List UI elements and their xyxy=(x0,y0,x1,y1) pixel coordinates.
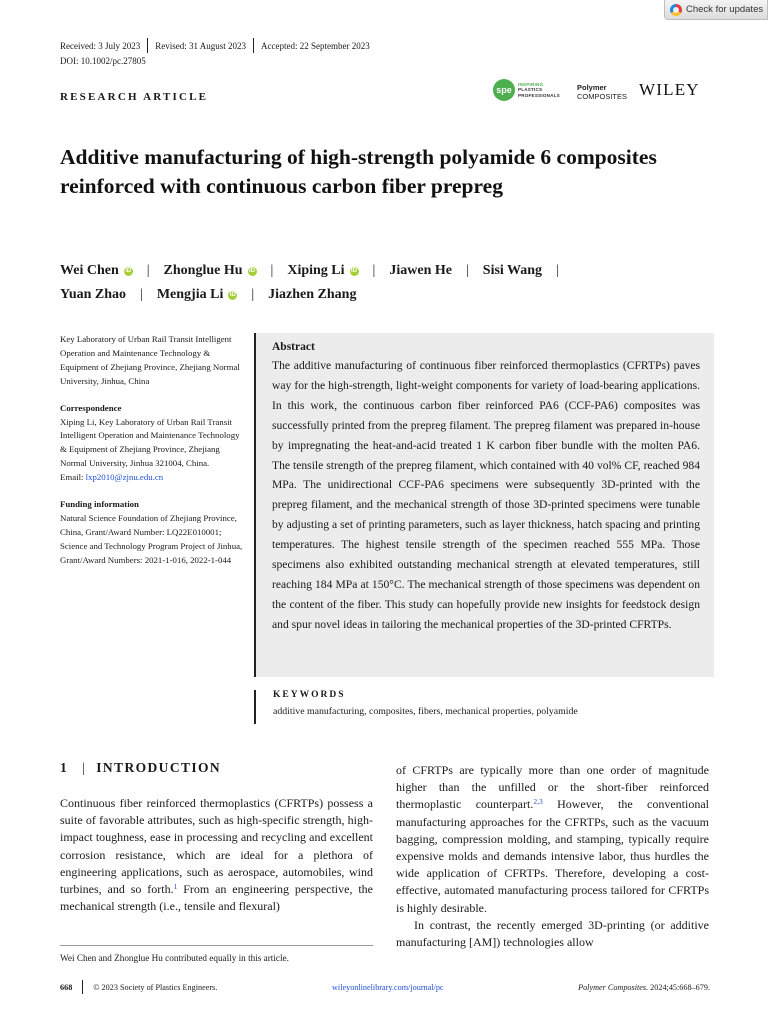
keywords-heading: KEYWORDS xyxy=(273,690,346,700)
body-column-left xyxy=(60,795,373,915)
author-separator: | xyxy=(372,263,376,278)
spe-tagline xyxy=(518,82,560,98)
section-heading xyxy=(60,760,221,776)
author-name: Wei Chen xyxy=(60,263,119,278)
spe-logo-icon: spe xyxy=(493,79,515,101)
orcid-icon[interactable]: iD xyxy=(125,267,132,274)
abstract-box xyxy=(254,333,714,677)
author-separator: | xyxy=(465,263,469,278)
author-separator: | xyxy=(556,263,559,278)
section-number: 1 xyxy=(60,760,69,775)
abstract-heading: Abstract xyxy=(272,341,315,353)
article-info-sidebar xyxy=(60,333,246,581)
footnote-divider xyxy=(60,945,373,946)
funding-text: Natural Science Foundation of Zhejiang Province, China, Grant/Award Number: LQ22E010001; Science and Technology Program Project of Jinhua, Grant/Award Numbers: 2021-1-016, 2022-1-044 xyxy=(60,512,243,565)
journal-logo-line: COMPOSITES xyxy=(577,92,628,101)
volume-pages: 2024;45:668–679. xyxy=(648,982,710,992)
paragraph: In contrast, the recently emerged 3D-printing (or additive manufacturing [AM]) technologies allow xyxy=(396,917,709,950)
spe-tagline-line: PROFESSIONALS xyxy=(518,92,560,98)
author[interactable] xyxy=(60,259,133,283)
affiliation: Key Laboratory of Urban Rail Transit Intelligent Operation and Maintenance Technology & Equipment of Zhejiang Province, Zhejiang Normal University, Jinhua, China xyxy=(60,334,240,386)
author-name: Sisi Wang xyxy=(482,263,543,278)
article-type: RESEARCH ARTICLE xyxy=(60,91,209,103)
check-for-updates-button[interactable] xyxy=(664,0,768,20)
journal-logo-line: Polymer xyxy=(577,83,607,92)
email-label: Email: xyxy=(60,472,86,483)
orcid-icon[interactable]: iD xyxy=(351,267,358,274)
paragraph xyxy=(396,762,709,917)
page-number: 668 xyxy=(60,982,73,992)
author[interactable] xyxy=(483,259,542,283)
received-date: Received: 3 July 2023 xyxy=(60,40,141,51)
correspondence-address: Xiping Li, Key Laboratory of Urban Rail Transit Intelligent Operation and Maintenance Technology & Equipment of Zhejiang Province, Zhejiang Normal University, Jinhua 321004, China. xyxy=(60,416,240,469)
author-name: Jiawen He xyxy=(389,263,452,278)
author-separator: | xyxy=(251,287,255,302)
crossmark-icon xyxy=(670,4,682,16)
article-title: Additive manufacturing of high-strength polyamide 6 composites reinforced with continuous carbon fiber prepreg xyxy=(60,145,657,198)
author-separator: | xyxy=(270,263,274,278)
copyright: © 2023 Society of Plastics Engineers. xyxy=(93,982,218,992)
wiley-logo: WILEY xyxy=(639,80,700,99)
spe-tagline-line: INSPIRING xyxy=(518,82,544,87)
paragraph-text: However, the conventional manufacturing approaches for the CFRTPs, such as the vacuum bagging, compression molding, and stamping, typically require expensive molds and demands intensive labor, thus hurdles the wide application of CFRTPs. Therefore, developing a cost-effective, automated manufacturing process tailored for CFRTPs is highly desirable. xyxy=(396,797,710,915)
author-name: Mengjia Li xyxy=(156,287,224,302)
accepted-date: Accepted: 22 September 2023 xyxy=(261,40,370,51)
reference-link[interactable]: 2,3 xyxy=(533,797,543,807)
section-divider: | xyxy=(82,760,87,775)
journal-url-link[interactable]: wileyonlinelibrary.com/journal/pc xyxy=(332,982,444,992)
paragraph-text: Continuous fiber reinforced thermoplastics (CFRTPs) possess a suite of favorable attributes, such as high-specific strength, high-impact toughness, ease in processing and recycling and excellent corrosion resistance, which are ideal for a plethora of engineering applications, such as aerospace, automobiles, wind turbines, and so forth. xyxy=(60,796,373,897)
paragraph-text: of CFRTPs are typically more than one order of magnitude higher than the unfilled or the short-fiber reinforced thermoplastic counterpart. xyxy=(396,763,709,812)
reference-link[interactable]: 1 xyxy=(173,882,178,892)
email-link[interactable]: lxp2010@zjnu.edu.cn xyxy=(85,472,164,483)
history-dates xyxy=(60,38,370,53)
author[interactable] xyxy=(157,283,238,307)
publisher-logos xyxy=(493,78,713,104)
author-name: Xiping Li xyxy=(287,263,345,278)
abstract-text: The additive manufacturing of continuous fiber reinforced thermoplastics (CFRTPs) paves way for the high-strength, light-weight components for variety of load-bearing applications. In this work, the continuous carbon fiber reinforced PA6 (CCF-PA6) composites was successfully printed from the prepreg filament. The prepreg filament was prepared in-house by impregnating the heat-and-acid treated 1 K carbon fiber bundle with the molten PA6. The tensile strength of the prepreg filament, which contained with 40 vol% CF, reached 984 MPa. The unidirectional CCF-PA6 specimens were subsequently 3D-printed with the prepreg filament, and the mechanical strength of those 3D-printed specimens were tunable by adjusting a set of printing parameters, such as layer thickness, hatch spacing and printing temperatures. The highest tensile strength of the specimen reached 555 MPa. Those specimens also exhibited outstanding mechanical strength at elevated temperatures, still reaching 184 MPa at 150°C. The mechanical strength of those specimens was dependent on the content of the fiber. This study can hopefully provide new insights for feedstock design and spur novel ideas in tailoring the mechanical properties of the 3D-printed CFRTPs. xyxy=(272,359,700,631)
footer-divider xyxy=(82,980,83,994)
date-divider xyxy=(147,38,148,53)
author[interactable] xyxy=(389,259,452,283)
check-updates-label: Check for updates xyxy=(686,4,764,15)
journal-name: Polymer Composites. xyxy=(578,982,649,992)
spe-tagline-line: PLASTICS xyxy=(518,87,543,93)
author[interactable] xyxy=(60,283,126,307)
citation xyxy=(578,983,710,992)
orcid-icon[interactable]: iD xyxy=(249,267,256,274)
funding-heading: Funding information xyxy=(60,499,139,510)
body-column-right xyxy=(396,762,709,951)
author-separator: | xyxy=(140,287,143,302)
journal-logo xyxy=(577,83,627,101)
page-footer xyxy=(60,981,710,993)
date-divider xyxy=(253,38,254,53)
doi: DOI: 10.1002/pc.27805 xyxy=(60,56,146,66)
correspondence-text xyxy=(60,416,246,486)
author-list xyxy=(60,259,720,307)
author-separator: | xyxy=(146,263,150,278)
section-title: INTRODUCTION xyxy=(96,760,222,775)
author[interactable] xyxy=(268,283,356,307)
keywords-box xyxy=(254,690,714,724)
correspondence-heading: Correspondence xyxy=(60,402,122,413)
orcid-icon[interactable]: iD xyxy=(229,291,236,298)
author[interactable] xyxy=(287,259,358,283)
author-name: Yuan Zhao xyxy=(60,287,127,302)
author-line xyxy=(60,283,720,307)
author[interactable] xyxy=(164,259,257,283)
footnote: Wei Chen and Zhonglue Hu contributed equally in this article. xyxy=(60,953,289,963)
paragraph-text: From an engineering perspective, the mechanical strength (i.e., tensile and flexural) xyxy=(60,882,373,914)
revised-date: Revised: 31 August 2023 xyxy=(155,40,247,51)
author-name: Jiazhen Zhang xyxy=(268,287,357,302)
keywords-text: additive manufacturing, composites, fibers, mechanical properties, polyamide xyxy=(273,706,578,717)
author-line xyxy=(60,259,720,283)
author-name: Zhonglue Hu xyxy=(163,263,243,278)
